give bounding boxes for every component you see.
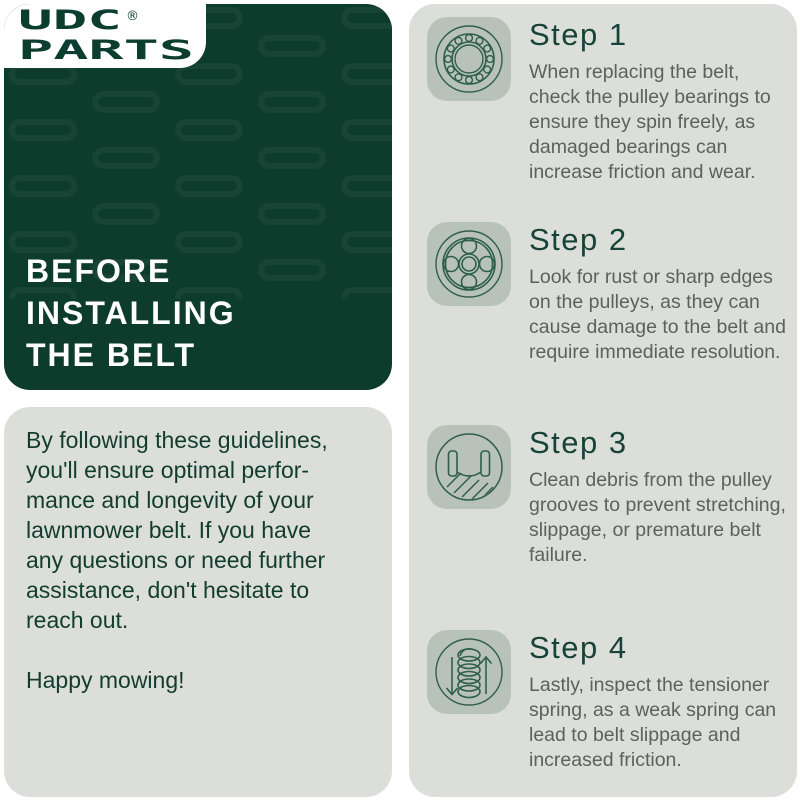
- intro-line: assistance, don't hesitate to: [26, 577, 310, 603]
- step-4-icon-tile: [427, 630, 511, 714]
- step-3-title: Step 3: [529, 425, 628, 460]
- hero-title-line: INSTALLING: [26, 295, 236, 331]
- intro-line: reach out.: [26, 607, 129, 633]
- logo-notch: [4, 4, 206, 68]
- pulley-icon: [427, 222, 511, 306]
- step-2-icon-tile: [427, 222, 511, 306]
- step-2-body: Look for rust or sharp edges on the pulleys, as they can cause damage to the belt and require immediate resolution.: [529, 266, 786, 363]
- udc-parts-logo: [10, 6, 200, 66]
- step-4-title: Step 4: [529, 630, 628, 665]
- step-1-body: When replacing the belt, check the pulley bearings to ensure they spin freely, as damaged bearings can increase friction and wear.: [529, 61, 771, 183]
- step-3-text: [529, 425, 791, 568]
- step-3-body: Clean debris from the pulley grooves to prevent stretching, slippage, or premature belt failure.: [529, 469, 786, 566]
- logo-line1: UDC: [18, 6, 122, 36]
- intro-line: By following these guidelines,: [26, 427, 328, 453]
- step-row-2: [427, 222, 791, 365]
- tensioner-spring-icon: [427, 630, 511, 714]
- step-row-3: [427, 425, 791, 568]
- step-1-title: Step 1: [529, 17, 628, 52]
- intro-line: any questions or need further: [26, 547, 326, 573]
- step-4-body: Lastly, inspect the tensioner spring, as a weak spring can lead to belt slippage and increased friction.: [529, 674, 777, 771]
- logo-line2: PARTS: [18, 35, 194, 66]
- intro-line: lawnmower belt. If you have: [26, 517, 312, 543]
- step-row-1: [427, 17, 791, 185]
- steps-card: [409, 4, 797, 797]
- intro-card: [4, 407, 392, 797]
- hero-title: [26, 250, 236, 376]
- step-3-icon-tile: [427, 425, 511, 509]
- pulley-groove-icon: [427, 425, 511, 509]
- hero-title-line: THE BELT: [26, 337, 197, 373]
- step-4-text: [529, 630, 791, 773]
- registered-mark-icon: ®: [126, 9, 139, 24]
- step-1-icon-tile: [427, 17, 511, 101]
- step-2-title: Step 2: [529, 222, 628, 257]
- step-row-4: [427, 630, 791, 773]
- intro-closing: Happy mowing!: [26, 667, 185, 693]
- step-2-text: [529, 222, 791, 365]
- hero-title-line: BEFORE: [26, 253, 172, 289]
- intro-line: you'll ensure optimal perfor-: [26, 457, 310, 483]
- step-1-text: [529, 17, 791, 185]
- intro-line: mance and longevity of your: [26, 487, 314, 513]
- hero-card: [4, 4, 392, 390]
- bearing-icon: [427, 17, 511, 101]
